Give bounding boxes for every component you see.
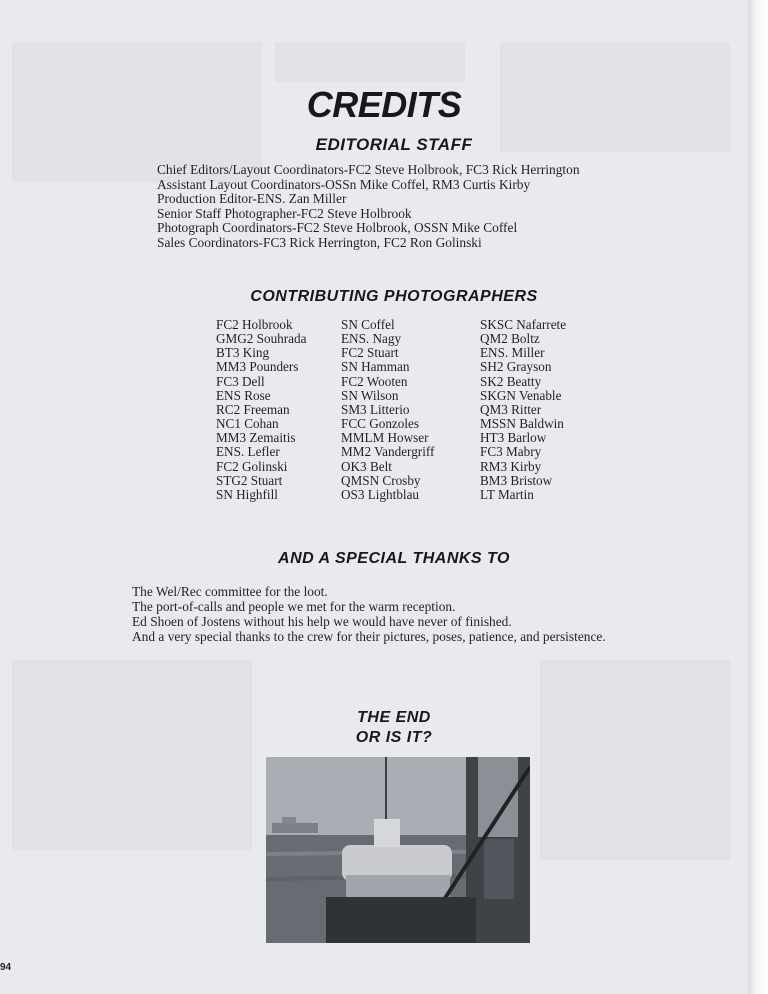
background-ghost — [275, 42, 465, 82]
contributor-name: BM3 Bristow — [480, 472, 553, 488]
contributor-name: MSSN Baldwin — [480, 416, 564, 432]
contributor-name: MM3 Pounders — [216, 359, 299, 375]
contributor-name: SN Highfill — [216, 486, 278, 502]
editorial-heading: EDITORIAL STAFF — [315, 135, 473, 154]
contributor-name: GMG2 Souhrada — [216, 331, 307, 347]
contributor-name: SN Coffel — [341, 317, 395, 332]
editorial-line: Assistant Layout Coordinators-OSSn Mike Coffel, RM3 Curtis Kirby — [157, 176, 531, 192]
contributor-name: FC3 Mabry — [480, 444, 542, 460]
contributor-name: OS3 Lightblau — [341, 486, 420, 502]
contributor-name: SKGN Venable — [480, 387, 562, 403]
contributor-name: FC2 Wooten — [341, 373, 408, 389]
contributor-name: FC2 Holbrook — [216, 317, 293, 332]
thanks-heading: AND A SPECIAL THANKS TO — [278, 550, 510, 567]
contributor-name: QMSN Crosby — [341, 472, 421, 488]
contributors-column-2 — [341, 318, 434, 502]
thanks-line: Ed Shoen of Jostens without his help we would have never of finished. — [132, 614, 512, 629]
thanks-list — [132, 584, 606, 644]
contributor-name: SKSC Nafarrete — [480, 317, 567, 332]
editorial-line: Chief Editors/Layout Coordinators-FC2 Steve Holbrook, FC3 Rick Herrington — [157, 162, 580, 177]
contributor-name: QM3 Ritter — [480, 401, 542, 417]
background-ghost — [540, 660, 730, 860]
contributors-column-3 — [480, 318, 566, 502]
contributor-name: HT3 Barlow — [480, 430, 547, 446]
contributor-name: SN Hamman — [341, 359, 410, 375]
page-number: 94 — [0, 962, 12, 973]
contributor-name: ENS. Lefler — [216, 444, 280, 460]
contributor-name: ENS Rose — [216, 387, 271, 403]
contributor-name: NC1 Cohan — [216, 416, 279, 432]
contributor-name: BT3 King — [216, 345, 270, 361]
contributor-name: MM3 Zemaitis — [216, 430, 296, 446]
editorial-list — [157, 163, 580, 251]
contributor-name: RM3 Kirby — [480, 458, 542, 474]
contributor-name: FCC Gonzoles — [341, 416, 420, 432]
contributor-name: SH2 Grayson — [480, 359, 552, 375]
thanks-line: The Wel/Rec committee for the loot. — [132, 584, 328, 599]
contributor-name: LT Martin — [480, 486, 534, 502]
thanks-line: And a very special thanks to the crew for their pictures, poses, patience, and persistence. — [132, 629, 606, 644]
contributors-heading: CONTRIBUTING PHOTOGRAPHERS — [250, 288, 538, 305]
contributor-name: ENS. Nagy — [341, 331, 402, 347]
contributor-name: RC2 Freeman — [216, 401, 290, 417]
contributor-name: SK2 Beatty — [480, 373, 542, 389]
thanks-line: The port-of-calls and people we met for the warm reception. — [132, 599, 456, 614]
editorial-line: Senior Staff Photographer-FC2 Steve Holbrook — [157, 205, 412, 221]
contributor-name: FC3 Dell — [216, 373, 265, 389]
closing-line-1: THE END — [357, 709, 431, 726]
page-title: CREDITS — [306, 84, 462, 125]
ship-deck-photo — [266, 757, 530, 943]
contributor-name: OK3 Belt — [341, 458, 392, 474]
contributor-name: MMLM Howser — [341, 430, 429, 446]
contributor-name: QM2 Boltz — [480, 331, 540, 347]
closing-heading — [10, 708, 768, 748]
contributor-name: STG2 Stuart — [216, 472, 283, 488]
contributors-column-1 — [216, 318, 306, 502]
editorial-line: Sales Coordinators-FC3 Rick Herrington, FC2 Ron Golinski — [157, 234, 482, 250]
contributor-name: FC2 Stuart — [341, 345, 399, 361]
closing-line-2: OR IS IT? — [355, 729, 433, 746]
background-ghost — [12, 660, 252, 850]
contributor-name: SM3 Litterio — [341, 401, 410, 417]
contributor-name: ENS. Miller — [480, 345, 545, 361]
contributor-name: SN Wilson — [341, 387, 399, 403]
editorial-line: Photograph Coordinators-FC2 Steve Holbrook, OSSN Mike Coffel — [157, 220, 518, 236]
contributor-name: FC2 Golinski — [216, 458, 288, 474]
contributor-name: MM2 Vandergriff — [341, 444, 435, 460]
editorial-line: Production Editor-ENS. Zan Miller — [157, 191, 347, 207]
